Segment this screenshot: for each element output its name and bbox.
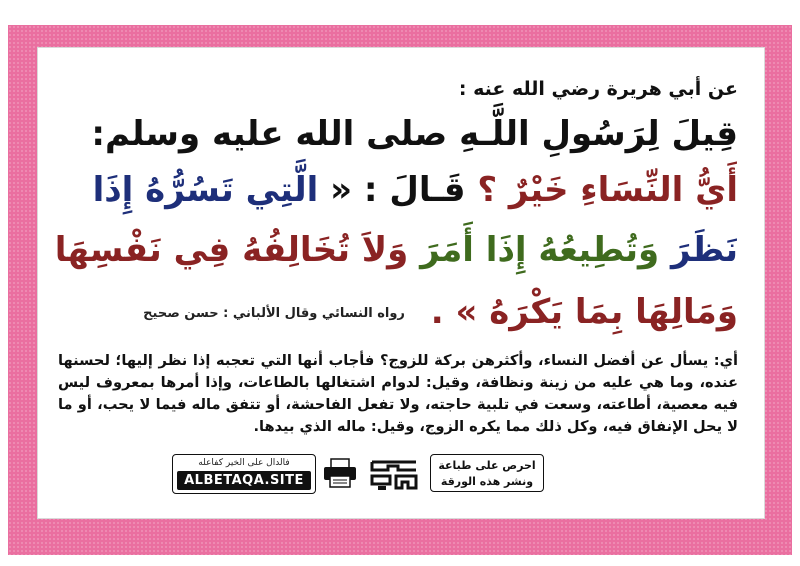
hadith-line-1: قِيلَ لِرَسُولِ اللَّـهِ صلى الله عليه وسلم: bbox=[91, 114, 738, 154]
footer bbox=[172, 454, 545, 494]
hadith-answer-end: وَمَالِهَا بِمَا يَكْرَهُ » . bbox=[430, 292, 738, 332]
site-box bbox=[172, 454, 316, 494]
narrator-line: عن أبي هريرة رضي الله عنه : bbox=[458, 78, 738, 100]
hadith-line-3 bbox=[55, 228, 738, 272]
hadith-source: رواه النسائي وقال الألباني : حسن صحيح bbox=[143, 305, 405, 321]
hadith-answer-start: الَّتِي تَسُرُّهُ إِذَا bbox=[92, 170, 319, 210]
hadith-question: أَيُّ النِّسَاءِ خَيْرٌ ؟ bbox=[477, 170, 738, 210]
print-promo-line-1: احرص على طباعة bbox=[438, 459, 536, 472]
site-tagline: فالدال على الخير كفاعله bbox=[198, 458, 290, 468]
hadith-answer-part2: وَتُطِيعُهُ إِذَا أَمَرَ bbox=[420, 230, 660, 270]
hadith-answer-part3: وَلاَ تُخَالِفُهُ فِي نَفْسِهَا bbox=[54, 230, 409, 270]
print-promo-box bbox=[430, 454, 544, 492]
hadith-qala: قَـالَ : « bbox=[330, 170, 466, 210]
hadith-line-2 bbox=[93, 168, 738, 212]
site-url: ALBETAQA.SITE bbox=[177, 471, 311, 490]
printer-icon bbox=[322, 458, 358, 488]
hadith-answer-part1: نَظَرَ bbox=[670, 230, 738, 270]
card bbox=[37, 47, 765, 519]
albetaqa-logo-icon bbox=[368, 456, 420, 492]
hadith-line-4 bbox=[143, 290, 738, 336]
print-promo-line-2: ونشر هذه الورقة bbox=[440, 475, 534, 488]
explanation-text: أي: يسأل عن أفضل النساء، وأكثرهن بركة للزوج؟ فأجاب أنها التي تعجبه إذا نظر إليها؛ لحسنها عنده، وما هي عليه من زينة ونظافة، وقيل: لدوام اشتغالها بالطاعات، وإذا أمرها بمعروف ليس فيه معصية، أطاعته، وسعت في تلبية حاجته، ولا تفعل الفاحشة، أو تتفق ماله فيما لا يحب، أو ما لا يحل الإنفاق فيه، وكل ذلك مما يكره الزوج، وقيل: ماله الذي بيدها. bbox=[58, 352, 738, 435]
